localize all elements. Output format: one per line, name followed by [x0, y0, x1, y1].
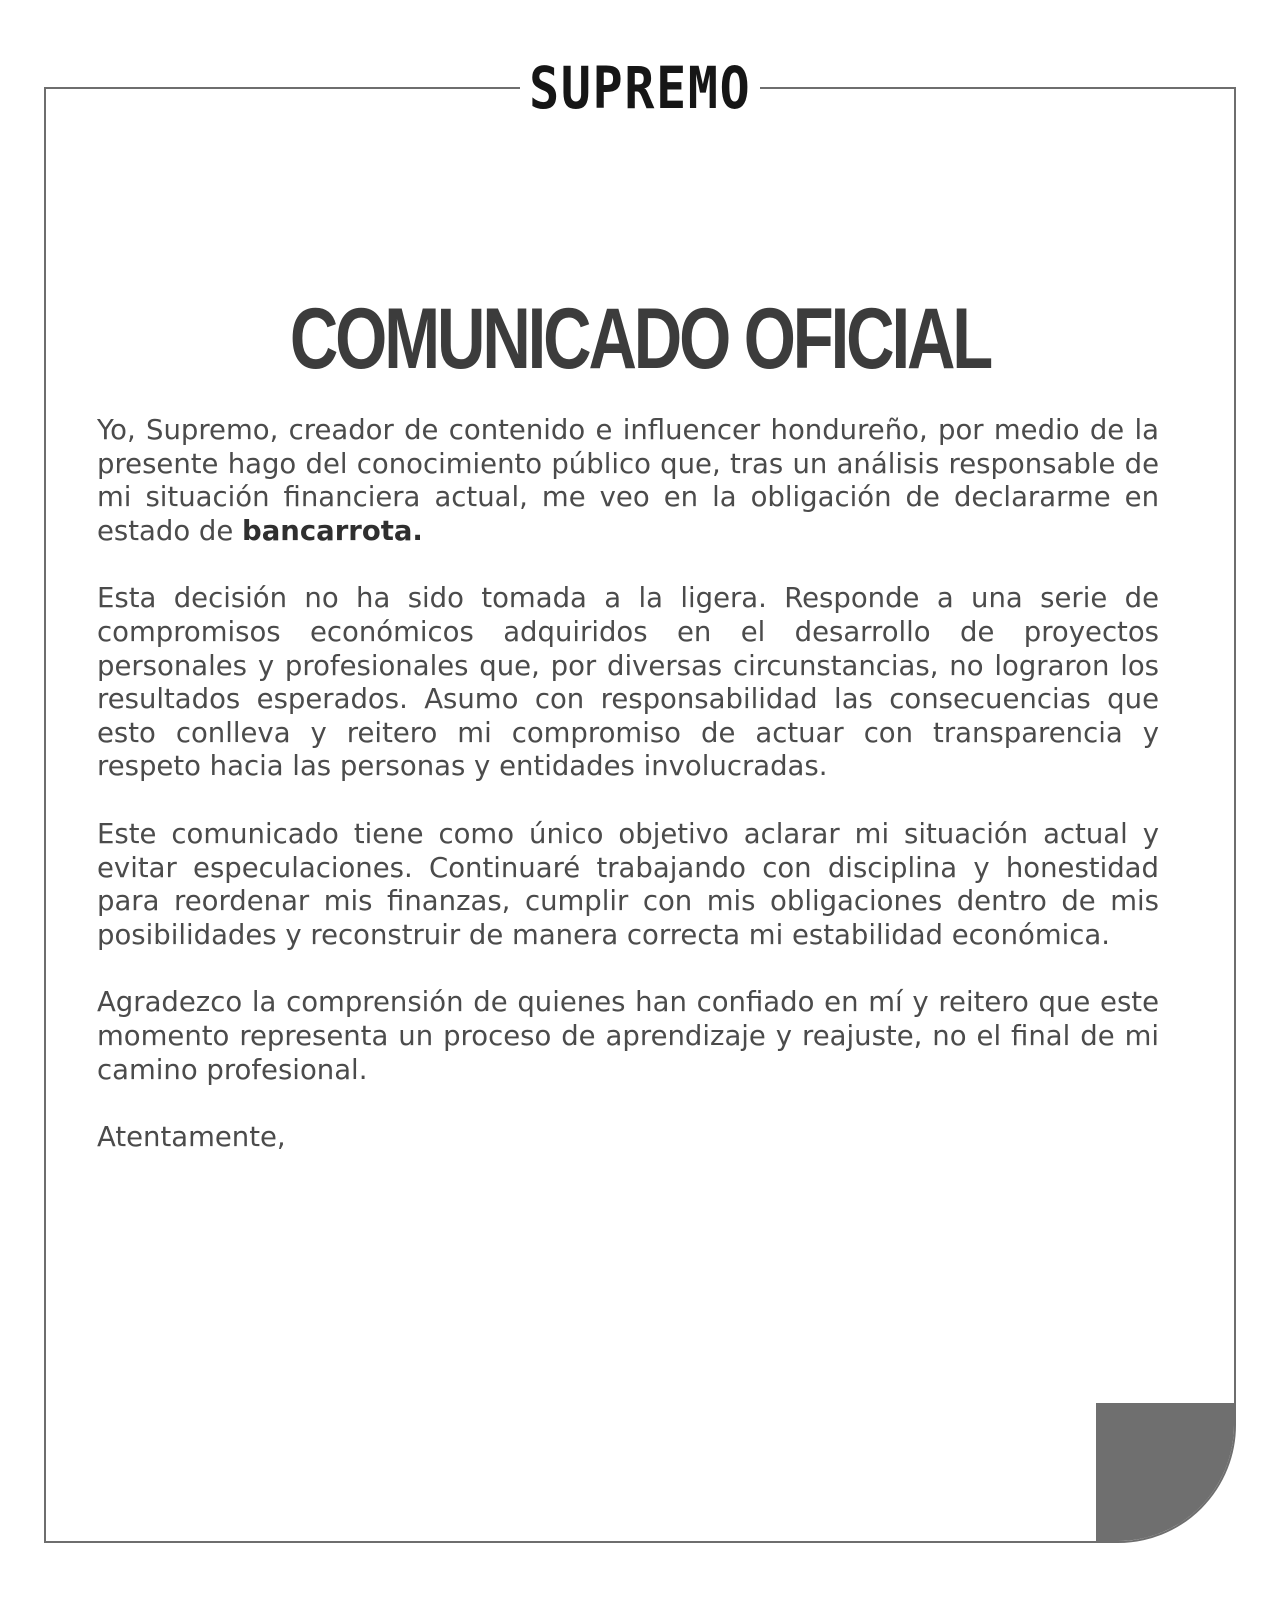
signoff: Atentamente,	[97, 1121, 286, 1154]
document-title: COMUNICADO OFICIAL	[289, 290, 991, 387]
corner-fold-accent	[1096, 1403, 1236, 1543]
paragraph-4: Agradezco la comprensión de quienes han confiado en mí y reitero que este momento representa un proceso de aprendizaje y reajuste, no el final de mi camino profesional.	[97, 986, 1159, 1086]
paragraph-1-text: Yo, Supremo, creador de contenido e influencer hondureño, por medio de la presente hago del conocimiento público que, tras un análisis responsable de mi situación financiera actual, me veo en la obligación de declararme en estado de	[97, 414, 1159, 547]
document-body	[97, 414, 1159, 1189]
bankruptcy-emphasis: bancarrota.	[242, 514, 423, 547]
paragraph-1	[97, 414, 1159, 548]
paragraph-3: Este comunicado tiene como único objetivo aclarar mi situación actual y evitar especulaciones. Continuaré trabajando con disciplina y honestidad para reordenar mis finanzas, cumplir con mis obligaciones dentro de mis posibilidades y reconstruir de manera correcta mi estabilidad económica.	[97, 817, 1159, 951]
paragraph-2: Esta decisión no ha sido tomada a la ligera. Responde a una serie de compromisos económicos adquiridos en el desarrollo de proyectos personales y profesionales que, por diversas circunstancias, no lograron los resultados esperados. Asumo con responsabilidad las consecuencias que esto conlleva y reitero mi compromiso de actuar con transparencia y respeto hacia las personas y entidades involucradas.	[97, 582, 1159, 783]
brand-logo	[520, 52, 760, 124]
brand-logo-text: SUPREMO	[528, 54, 752, 122]
